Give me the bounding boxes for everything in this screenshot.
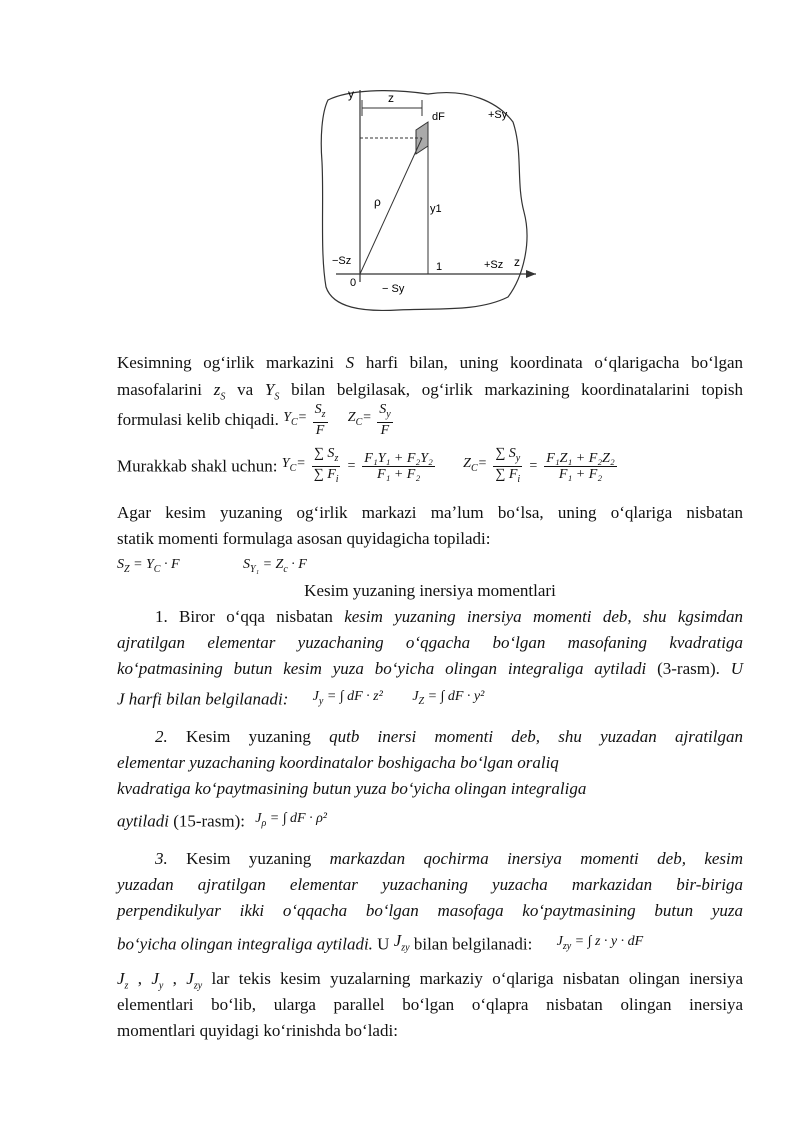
formula-jy: $J_y$ = ∫ dF · z²: [312, 689, 383, 707]
label-rho: ρ: [374, 195, 381, 209]
p6-line2: yuzadan ajratilgan elementar yuzachaning yuzacha markazidan bir-biriga: [117, 875, 743, 894]
label-plus-sy: +Sy: [488, 109, 508, 121]
p4-line3: koʻpatmasining butun kesim yuza boʻyicha olingan integraliga aytiladi (3-rasm). U: [117, 659, 744, 678]
p1-line3: formulasi kelib chiqadi. $Y_C=$ $\frac{S_z}{F}$ $Z_C=$ $\frac{S_y}{F}$: [117, 402, 391, 438]
frac-sum-zc: $\frac{\sum S_y}{\sum F_i}$: [495, 446, 521, 485]
label-minus-sy: − Sy: [382, 283, 405, 295]
frac-yc-compound: $\frac{\text{F₁Y₁ + F₂Y₂}}{\text{F₁ + F₂}}$: [364, 450, 433, 482]
formula-zc: $Z_C=$: [347, 409, 376, 428]
p1-line1: Kesimning ogʻirlik markazini S harfi bilan, uning koordinata oʻqlarigacha boʻlgan: [117, 353, 743, 372]
p4-line4: J harfi bilan belgilanadi: $J_y$ = ∫ dF · z² $J_Z$ = ∫ dF · y²: [117, 689, 485, 709]
label-df: dF: [432, 111, 445, 123]
p3-line1: Agar kesim yuzaning ogʻirlik markazi maʼlum boʻlsa, uning oʻqlariga nisbatan: [117, 503, 743, 522]
section-heading: Kesim yuzaning inersiya momentlari: [304, 581, 556, 600]
formula-yc: $Y_C=$: [283, 409, 311, 428]
label-y: y: [348, 87, 354, 101]
p5-line3: kvadratiga koʻpaytmasining butun yuza boʻyicha olingan integraliga: [117, 779, 587, 798]
p3-formulas: $S_Z = Y_C \cdot F$ $S_{Y_1} = Z_c \cdot F$: [117, 557, 307, 575]
p4-line2: ajratilgan elementar yuzachaning oʻqgacha boʻlgan masofaning kvadratiga: [117, 633, 743, 652]
p6-line3: perpendikulyar ikki oʻqqacha boʻlgan masofaga koʻpaytmasining butun yuza: [117, 901, 743, 920]
z-axis-arrow: [526, 270, 536, 278]
label-one: 1: [436, 261, 443, 273]
p6-line4: boʻyicha olingan integraliga aytiladi. U $J_{zy}$ bilan belgilanadi: $J_{zy}$ = ∫ z · y · dF: [117, 931, 644, 954]
rho-line: [360, 138, 422, 274]
formula-jp: $J_\rho$ = ∫ dF · ρ²: [255, 811, 328, 829]
cross-section-figure: [318, 82, 538, 314]
formula-jzy: $J_{zy}$ = ∫ z · y · dF: [556, 934, 644, 953]
p6-line1: 3. Kesim yuzaning markazdan qochirma inersiya momenti deb, kesim: [155, 849, 744, 868]
p7-line3: momentlari quyidagi koʻrinishda boʻladi:: [117, 1021, 398, 1040]
frac-yc: $\frac{S_z}{F}$: [314, 402, 326, 438]
p7-line1: $J_z$ , $J_y$ , $J_{zy}$ lar tekis kesim yuzalarning markaziy oʻqlariga nisbatan olingan inersiya: [117, 969, 744, 992]
p5-line1: 2. Kesim yuzaning qutb inersi momenti deb, shu yuzadan ajratilgan: [155, 727, 743, 746]
label-minus-sz: −Sz: [332, 255, 352, 267]
label-y1: y1: [430, 203, 442, 215]
frac-sum-yc: $\frac{\sum S_z}{\sum F_i}$: [313, 446, 339, 485]
p7-line2: elementlari boʻlib, ularga parallel boʻlgan oʻqlapra nisbatan olingan inersiya: [117, 995, 743, 1014]
label-z: z: [388, 91, 394, 105]
frac-zc-compound: $\frac{\text{F₁Z₁ + F₂Z₂}}{\text{F₁ + F₂}}$: [546, 450, 615, 482]
p5-line2: elementar yuzachaning koordinatalor boshigacha boʻlgan oraliq: [117, 753, 559, 772]
formula-jz: $J_Z$ = ∫ dF · y²: [412, 689, 485, 707]
p5-line4: aytiladi (15-rasm): $J_\rho$ = ∫ dF · ρ²: [117, 811, 328, 831]
frac-zc: $\frac{S_y}{F}$: [379, 402, 391, 438]
p4-line1: 1. Biror oʻqqa nisbatan kesim yuzaning inersiya momenti deb, shu kgsimdan: [155, 607, 744, 626]
p3-line2: statik momenti formulaga asosan quyidagicha topiladi:: [117, 529, 491, 548]
label-z-axis: z: [514, 255, 520, 269]
p2-compound: Murakkab shakl uchun: $Y_C=$ $\frac{\sum S_z}{\sum F_i}$ = $\frac{\text{F₁Y₁ + F₂Y₂}}{\text{F₁ + F₂}}$ $Z_C=$ $\frac{\sum S_y}{\sum F_i}$ = $\frac{\text{F₁Z₁ + F₂Z₂}}{\text{F₁ + F₂}}$: [117, 446, 615, 485]
label-plus-sz: +Sz: [484, 259, 504, 271]
p1-line2: masofalarini $z_S$ va $Y_S$ bilan belgilasak, ogʻirlik markazining koordinatalarini topish: [117, 380, 744, 403]
label-origin: 0: [350, 277, 357, 289]
